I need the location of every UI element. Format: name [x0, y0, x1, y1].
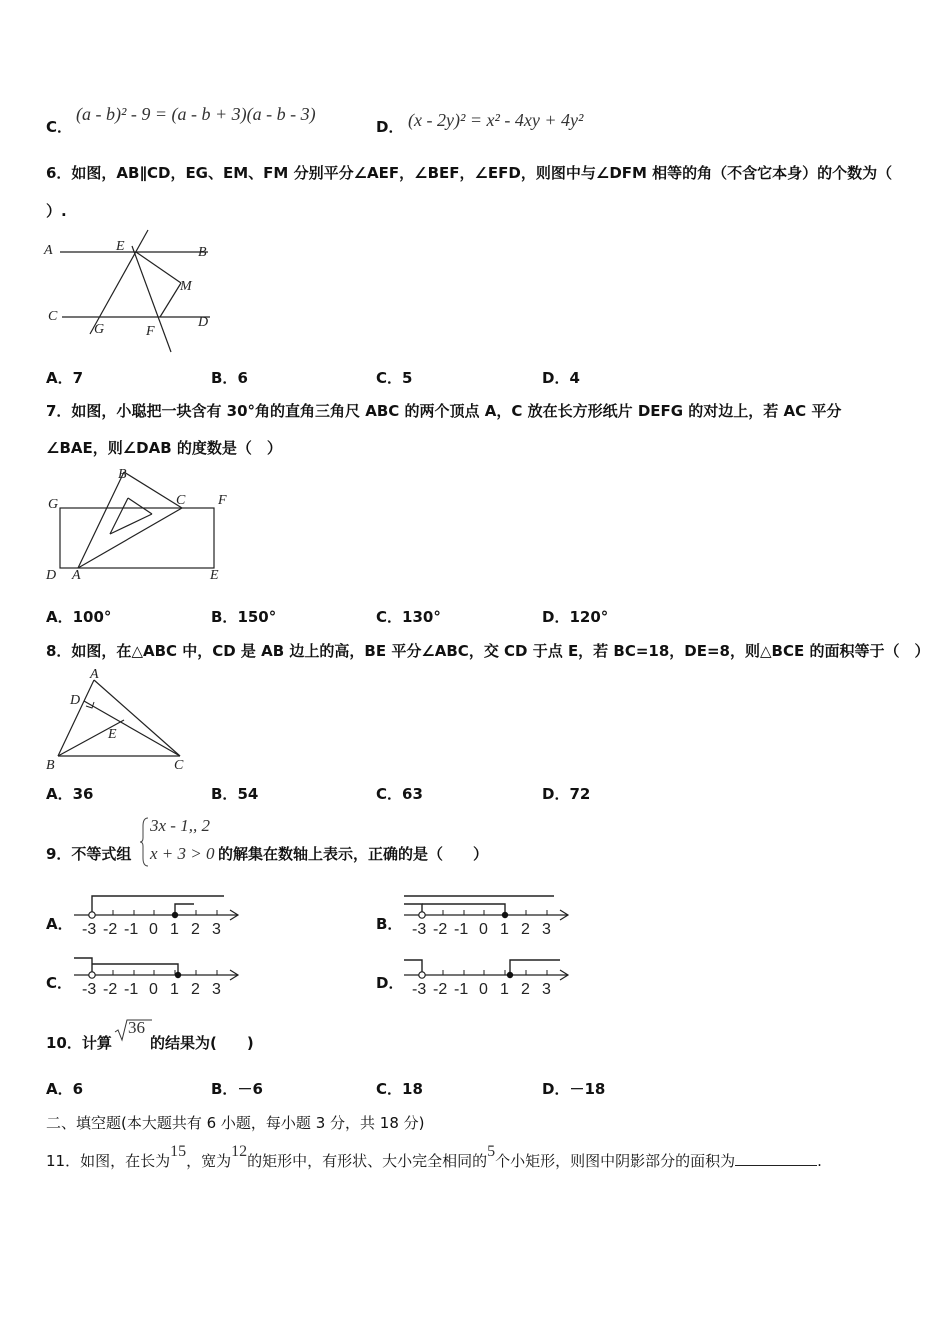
q6-label-d: D [198, 315, 209, 330]
q8-figure [40, 666, 200, 776]
tick-label: -3 [82, 981, 97, 998]
tick-label: -1 [454, 981, 469, 998]
tick-label: -3 [412, 921, 427, 938]
q7-label-e: E [210, 568, 219, 583]
tick-label: 3 [212, 981, 221, 998]
tick-label: -1 [124, 981, 139, 998]
q9-option-d-letter[interactable]: D． [376, 974, 404, 992]
tick-label: 3 [542, 981, 551, 998]
tick-label: 0 [149, 981, 158, 998]
tick-label: 0 [149, 921, 158, 938]
q5-option-d-letter[interactable]: D． [376, 118, 404, 136]
q11-question-text [46, 1143, 822, 1171]
q6-label-e: E [116, 239, 125, 254]
q11-length: 15 [170, 1143, 187, 1160]
q9-numberline-a [74, 890, 249, 940]
tick-label: -2 [433, 981, 448, 998]
q10-suffix: 的结果为( ) [150, 1034, 254, 1052]
tick-label: -3 [412, 981, 427, 998]
q10-option-c[interactable]: C．18 [376, 1080, 423, 1098]
tick-label: 1 [500, 921, 509, 938]
q9-numberline-b [404, 890, 579, 940]
q7-option-c[interactable]: C．130° [376, 608, 441, 626]
q8-option-b[interactable]: B．54 [211, 785, 259, 803]
q7-label-g: G [48, 497, 59, 512]
q9-numberline-c [74, 950, 249, 1000]
tick-label: -2 [103, 981, 118, 998]
q10-option-a[interactable]: A．6 [46, 1080, 84, 1098]
q6-label-c: C [48, 309, 58, 324]
tick-label: 0 [479, 981, 488, 998]
tick-label: 0 [479, 921, 488, 938]
tick-label: 1 [500, 981, 509, 998]
tick-label: 2 [521, 981, 530, 998]
q7-question-text: 7．如图，小聪把一块含有 30°角的直角三角尺 ABC 的两个顶点 A，C 放在长方形纸片 DEFG 的对边上，若 AC 平分 [46, 402, 842, 420]
q6-label-b: B [198, 245, 207, 260]
q8-label-c: C [174, 758, 184, 773]
q6-label-a: A [44, 243, 53, 258]
q7-label-f: F [218, 493, 227, 508]
tick-label: 3 [212, 921, 221, 938]
tick-label: 1 [170, 981, 179, 998]
q6-option-c[interactable]: C．5 [376, 369, 413, 387]
q9-option-a-letter[interactable]: A． [46, 915, 73, 933]
q6-label-m: M [180, 279, 192, 294]
q11-width: 12 [231, 1143, 248, 1160]
q8-question-text: 8．如图，在△ABC 中，CD 是 AB 边上的高，BE 平分∠ABC，交 CD 于点 E，若 BC=18，DE=8，则△BCE 的面积等于（ ） [46, 642, 930, 660]
q5-option-c-letter[interactable]: C． [46, 118, 73, 136]
q9-system-line-2: x + 3 > 0 [150, 844, 215, 863]
q9-suffix: 的解集在数轴上表示，正确的是（ ） [218, 845, 489, 863]
q8-label-b: B [46, 758, 55, 773]
q11-count: 5 [487, 1143, 496, 1160]
q11-mid1: ，宽为 [186, 1152, 232, 1170]
q10-radicand: 36 [128, 1018, 145, 1037]
q10-option-b[interactable]: B．－6 [211, 1080, 263, 1098]
q10-prefix: 10．计算 [46, 1034, 112, 1052]
q6-figure [40, 228, 240, 358]
q9-option-c-letter[interactable]: C． [46, 974, 73, 992]
q7-label-b: B [118, 467, 127, 482]
q11-prefix: 11．如图，在长为 [46, 1152, 171, 1170]
q6-question-text-cont: ）. [46, 202, 67, 220]
q5-option-d-expr: (x - 2y)² = x² - 4xy + 4y² [408, 110, 584, 130]
q9-numberline-d [404, 950, 579, 1000]
tick-label: 1 [170, 921, 179, 938]
q11-suffix: 个小矩形，则图中阴影部分的面积为 [495, 1152, 736, 1170]
section-2-title: 二、填空题(本大题共有 6 小题，每小题 3 分，共 18 分) [46, 1114, 425, 1132]
q7-label-c: C [176, 493, 186, 508]
q6-option-d[interactable]: D．4 [542, 369, 580, 387]
q5-option-c-expr: (a - b)² - 9 = (a - b + 3)(a - b - 3) [76, 104, 316, 124]
tick-label: 3 [542, 921, 551, 938]
q8-label-e: E [108, 727, 117, 742]
tick-label: 2 [191, 981, 200, 998]
q6-label-g: G [94, 322, 105, 337]
q7-label-d: D [46, 568, 57, 583]
q11-end: . [817, 1152, 822, 1170]
q8-option-a[interactable]: A．36 [46, 785, 94, 803]
q7-option-b[interactable]: B．150° [211, 608, 277, 626]
q6-option-b[interactable]: B．6 [211, 369, 248, 387]
q8-label-d: D [70, 693, 81, 708]
q9-prefix: 9．不等式组 [46, 845, 132, 863]
q9-brace [140, 816, 150, 868]
q9-option-b-letter[interactable]: B． [376, 915, 403, 933]
q6-question-text: 6．如图，AB∥CD，EG、EM、FM 分别平分∠AEF，∠BEF，∠EFD，则图中与∠DFM 相等的角（不含它本身）的个数为（ [46, 164, 893, 182]
tick-label: -1 [124, 921, 139, 938]
q8-label-a: A [90, 667, 99, 682]
tick-label: -2 [433, 921, 448, 938]
q8-option-d[interactable]: D．72 [542, 785, 591, 803]
tick-label: 2 [521, 921, 530, 938]
q10-option-d[interactable]: D．－18 [542, 1080, 606, 1098]
q6-option-a[interactable]: A．7 [46, 369, 84, 387]
q7-figure [40, 462, 240, 592]
tick-label: -2 [103, 921, 118, 938]
q7-label-a: A [72, 568, 81, 583]
q6-label-f: F [146, 324, 155, 339]
tick-label: -3 [82, 921, 97, 938]
q9-system-line-1: 3x - 1,, 2 [150, 816, 210, 835]
q11-answer-blank[interactable] [735, 1152, 817, 1166]
q7-option-a[interactable]: A．100° [46, 608, 112, 626]
q8-option-c[interactable]: C．63 [376, 785, 423, 803]
tick-label: 2 [191, 921, 200, 938]
tick-label: -1 [454, 921, 469, 938]
q7-question-text-cont: ∠BAE，则∠DAB 的度数是（ ） [46, 439, 282, 457]
q7-option-d[interactable]: D．120° [542, 608, 609, 626]
q11-mid2: 的矩形中，有形状、大小完全相同的 [247, 1152, 488, 1170]
